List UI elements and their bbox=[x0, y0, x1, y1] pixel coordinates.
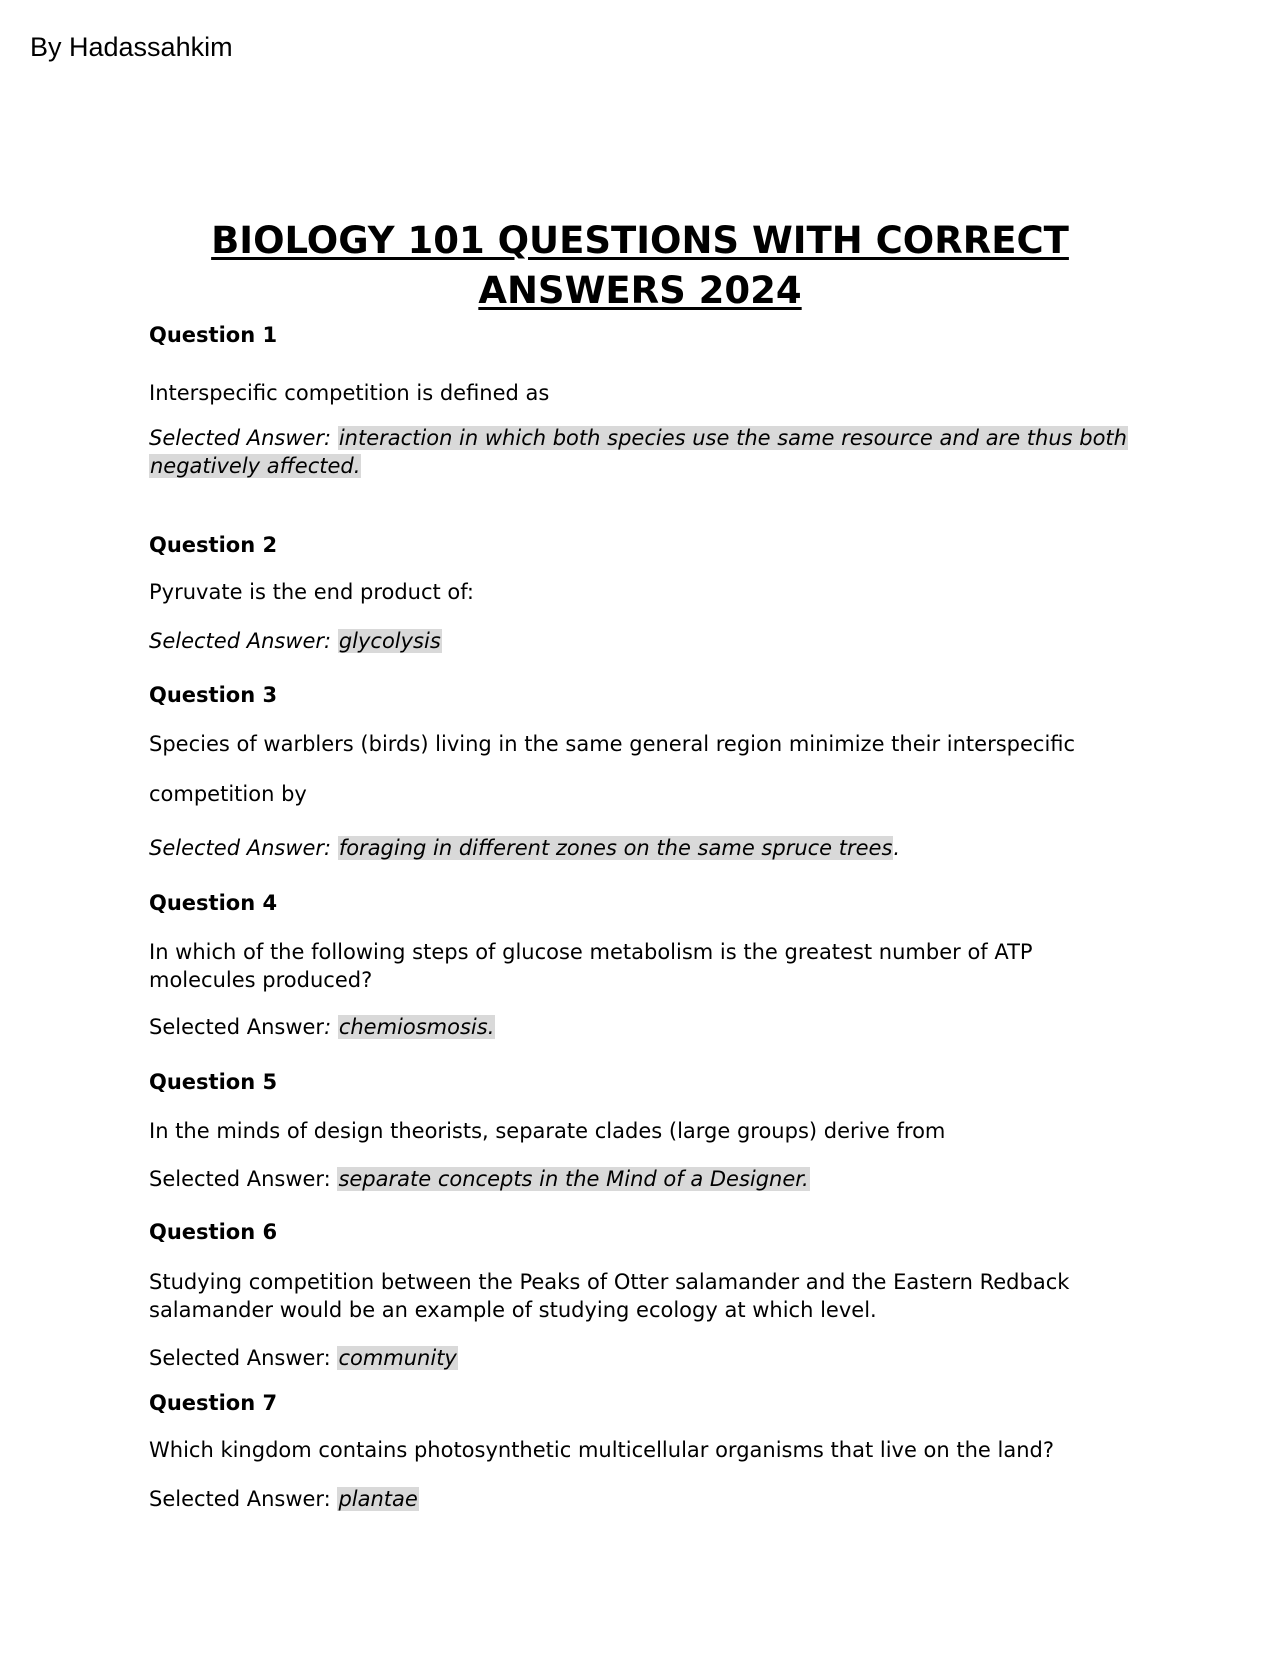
author-credit: By Hadassahkim bbox=[30, 32, 233, 62]
answer-prefix: Selected Answer: bbox=[149, 426, 338, 450]
question-5-label: Question 5 bbox=[149, 1070, 278, 1094]
question-6-text-line-2: salamander would be an example of studying ecology at which level. bbox=[149, 1298, 877, 1322]
question-5-answer bbox=[149, 1165, 1139, 1193]
question-3-answer bbox=[149, 834, 1139, 862]
question-2-label: Question 2 bbox=[149, 533, 278, 557]
answer-prefix: Selected Answer: bbox=[149, 1346, 338, 1370]
question-4-label: Question 4 bbox=[149, 891, 278, 915]
question-2-text: Pyruvate is the end product of: bbox=[149, 580, 474, 604]
answer-prefix: Selected Answer bbox=[149, 1015, 325, 1039]
selected-answer-highlight: community bbox=[338, 1346, 457, 1370]
question-5-text: In the minds of design theorists, separate clades (large groups) derive from bbox=[149, 1119, 946, 1143]
question-6-answer bbox=[149, 1344, 1139, 1372]
question-1-answer bbox=[149, 424, 1139, 480]
answer-colon: : bbox=[324, 1015, 338, 1039]
title-line-1: BIOLOGY 101 QUESTIONS WITH CORRECT bbox=[211, 219, 1069, 262]
selected-answer-highlight: glycolysis bbox=[338, 629, 441, 653]
answer-prefix: Selected Answer: bbox=[149, 1167, 338, 1191]
question-1-label: Question 1 bbox=[149, 323, 278, 347]
question-2-answer bbox=[149, 627, 1139, 655]
question-7-answer bbox=[149, 1485, 1139, 1513]
question-7-label: Question 7 bbox=[149, 1391, 278, 1415]
question-6-label: Question 6 bbox=[149, 1220, 278, 1244]
question-3-label: Question 3 bbox=[149, 683, 278, 707]
question-6-text-line-1: Studying competition between the Peaks of Otter salamander and the Eastern Redback bbox=[149, 1270, 1070, 1294]
question-4-text-line-1: In which of the following steps of glucose metabolism is the greatest number of ATP bbox=[149, 940, 1033, 964]
answer-prefix: Selected Answer: bbox=[149, 629, 338, 653]
selected-answer-highlight-cont: negatively affected. bbox=[150, 454, 361, 478]
selected-answer-highlight: chemiosmosis. bbox=[338, 1015, 495, 1039]
selected-answer-highlight: interaction in which both species use the same resource and are thus both bbox=[338, 426, 1127, 450]
page-title bbox=[150, 216, 1130, 316]
answer-suffix: . bbox=[893, 836, 901, 860]
question-3-text-line-2: competition by bbox=[149, 782, 307, 806]
question-7-text: Which kingdom contains photosynthetic multicellular organisms that live on the land? bbox=[149, 1438, 1055, 1462]
selected-answer-highlight: plantae bbox=[338, 1487, 418, 1511]
question-1-text: Interspecific competition is defined as bbox=[149, 381, 550, 405]
question-4-answer bbox=[149, 1013, 1139, 1041]
answer-prefix: Selected Answer: bbox=[149, 836, 338, 860]
title-line-2: ANSWERS 2024 bbox=[478, 269, 802, 312]
question-4-text-line-2: molecules produced? bbox=[149, 968, 373, 992]
selected-answer-highlight: foraging in different zones on the same spruce trees bbox=[338, 836, 893, 860]
answer-prefix: Selected Answer: bbox=[149, 1487, 338, 1511]
question-3-text-line-1: Species of warblers (birds) living in the same general region minimize their interspecific bbox=[149, 732, 1076, 756]
selected-answer-highlight: separate concepts in the Mind of a Designer. bbox=[338, 1167, 809, 1191]
